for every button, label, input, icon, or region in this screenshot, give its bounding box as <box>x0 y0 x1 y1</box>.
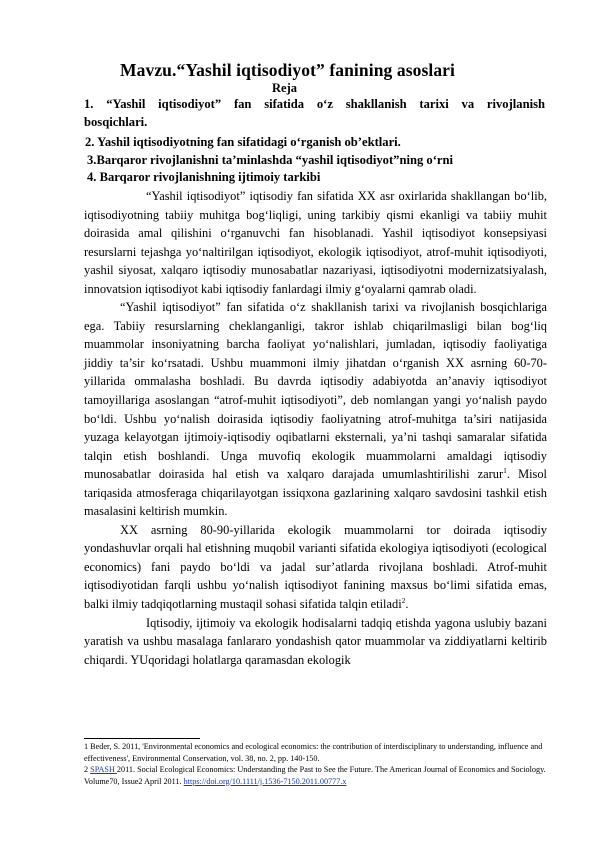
footnote-separator <box>84 738 200 739</box>
paragraph-2-tail: . Misol tariqasida atmosferaga chiqarilayotgan issiqxona gazlarining xalqaro savdosini tashkil etish masalasini keltirish mumkin. <box>84 467 547 519</box>
footnote-ref-2[interactable]: 2 <box>401 595 406 605</box>
plan-item-1-line-2: bosqichlari. <box>84 115 148 129</box>
paragraph-3 <box>84 521 547 614</box>
footnote-2-text: 2011. Social Ecological Economics: Understanding the Past to See the Future. The American Journal of Economics and Sociology. Volume70, Issue2 April 2011. <box>84 765 546 786</box>
body-text <box>84 187 547 669</box>
plan-item-1-line-1: 1. “Yashil iqtisodiyot” fan sifatida o‘z shakllanish tarixi va rivojlanish <box>84 97 545 111</box>
footnote-2 <box>84 764 550 787</box>
footnote-1: 1 Beder, S. 2011, 'Environmental economics and ecological economics: the contribution of interdisciplinary to understanding, influence and effectiveness', Environmental Conservation, vol. 38, no. 2, pp. 140-150. <box>84 742 543 763</box>
plan-item-2: 2. Yashil iqtisodiyotning fan sifatidagi o‘rganish ob’ektlari. <box>85 135 401 149</box>
footnote-ref-1[interactable]: 1 <box>503 466 507 476</box>
paragraph-4: Iqtisodiy, ijtimoiy va ekologik hodisalarni tadqiq etishda yagona uslubiy bazani yaratish va ushbu masalaga fanlararo yondashish qator muammolar va ziddiyatlarni keltirib chiqardi. YUqoridagi holatlarga qaramasdan ekologik <box>84 615 547 667</box>
plan-item-1 <box>84 95 545 131</box>
page-title: Mavzu.“Yashil iqtisodiyot” fanining asoslari <box>120 60 456 80</box>
paragraph-1: “Yashil iqtisodiyot” iqtisodiy fan sifatida XX asr oxirlarida shakllangan bo‘lib, iqtisodiyotning tabiiy muhitga bog‘liqligi, uning tarkibiy qismi ekanligi va tabiiy muhit doirasida amal qilishini o‘rganuvchi fan hisoblanadi. Yashil iqtisodiyot konsepsiyasi resurslarni tejashga yo‘naltirilgan iqtisodiyot, ekologik iqtisodiyot, atrof-muhit iqtisodiyoti, yashil siyosat, xalqaro iqtisodiy munosabatlar nazariyasi, iqtisodiyotni modernizatsiyalash, innovatsion iqtisodiyot kabi iqtisodiy fanlardagi ilmiy g‘oyalarni qamrab oladi. <box>84 189 547 296</box>
footnote-2-doi-link[interactable]: https://doi.org/10.1111/j.1536-7150.2011.00777.x <box>183 776 347 786</box>
plan-heading: Reja <box>272 81 297 95</box>
footnotes <box>84 741 550 787</box>
plan-item-4: 4. Barqaror rivojlanishning ijtimoiy tarkibi <box>87 170 321 184</box>
plan-item-3: 3.Barqaror rivojlanishni ta’minlashda “yashil iqtisodiyot”ning o‘rni <box>87 153 453 167</box>
paragraph-2-text: “Yashil iqtisodiyot” fan sifatida o‘z shakllanish tarixi va rivojlanish bosqichlariga ega. Tabiiy resurslarning cheklanganligi, takror ishlab chiqarilmasligi bilan bog‘liq muammolar insoniyatning barcha faoliyat yo‘nalishlari, jumladan, iqtisodiy faoliyatiga jiddiy ta’sir ko‘rsatadi. Ushbu muammoni ilmiy jihatdan o‘rganish XX asrning 60-70-yillarida ommalasha boshladi. Bu davrda iqtisodiy adabiyotda an’anaviy iqtisodiyot tamoyillariga asoslangan “atrof-muhit iqtisodiyoti”, deb nomlangan yangi yo‘nalish paydo bo‘ldi. Ushbu yo‘nalish doirasida iqtisodiy faoliyatning atrof-muhitga ta’siri natijasida yuzaga kelayotgan ijtimoiy-iqtisodiy oqibatlarni eksternali, ya’ni tashqi samaralar sifatida talqin etish boshlandi. Unga muvofiq ekologik muammolarni amaldagi iqtisodiy munosabatlar doirasida hal etish va xalqaro darajada umumlashtirilishi zarur <box>84 300 547 482</box>
footnote-2-number: 2 <box>84 765 91 774</box>
footnote-2-author-link[interactable]: SPASH <box>90 765 117 774</box>
paragraph-3-tail: . <box>405 597 409 612</box>
paragraph-2 <box>84 298 547 521</box>
paragraph-3-text: XX asrning 80-90-yillarida ekologik muammolarni tor doirada iqtisodiy yondashuvlar orqali hal etishning muqobil varianti sifatida ekologiya iqtisodiyoti (ecological economics) fani paydo bo‘ldi va jadal sur’atlarda rivojlana boshladi. Atrof-muhit iqtisodiyotidan farqli ushbu yo‘nalish iqtisodiyot fanining maxsus bo‘limi sifatida emas, balki ilmiy tadqiqotlarning mustaqil sohasi sifatida talqin etiladi <box>84 522 547 612</box>
